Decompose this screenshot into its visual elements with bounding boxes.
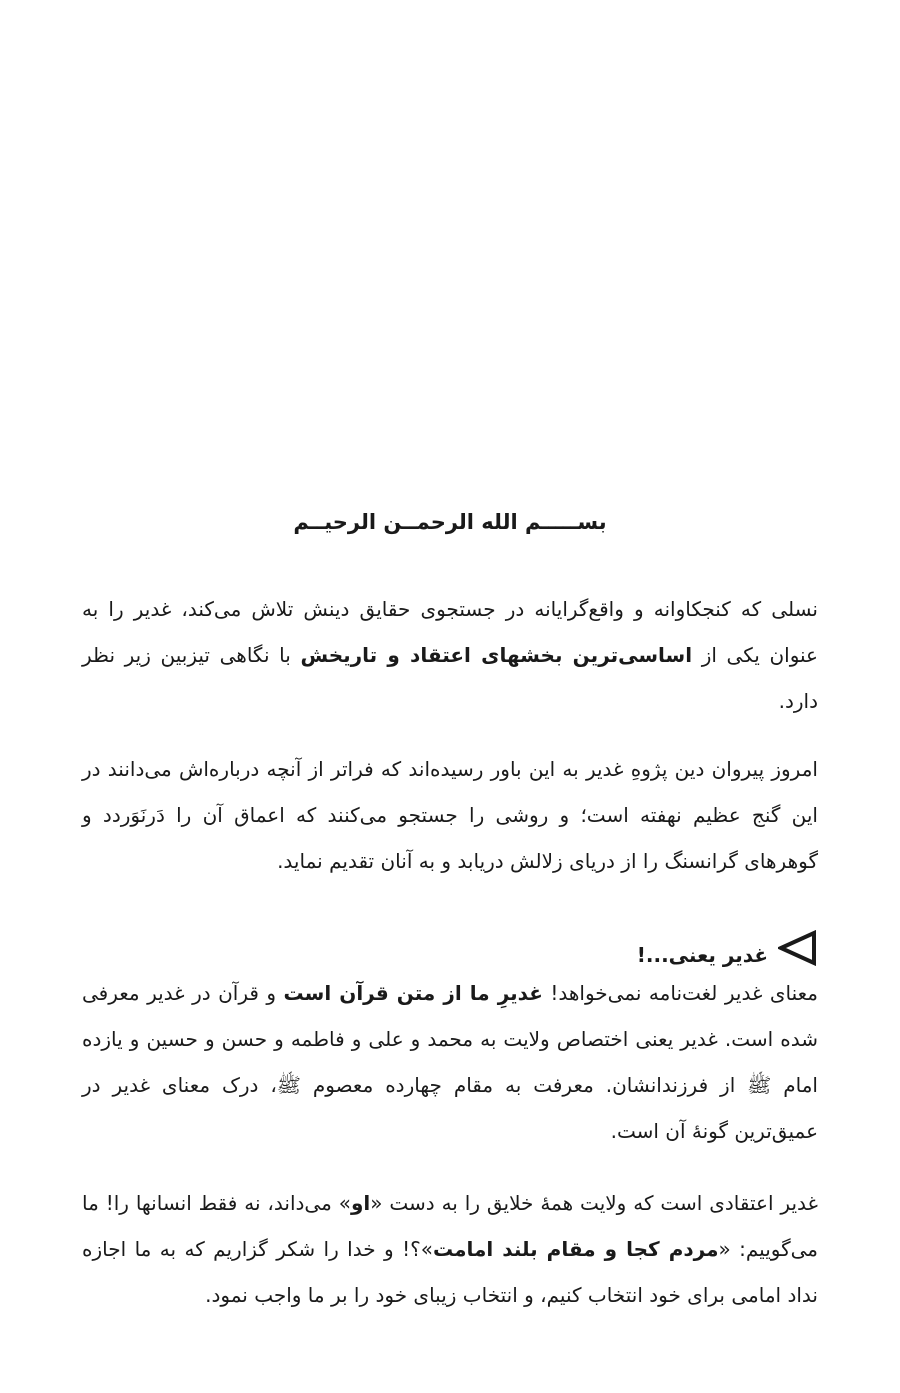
section-heading-text: غدیر یعنی...! [636,942,768,967]
paragraph-text: معنای غدیر لغت‌نامه نمی‌خواهد! [542,981,818,1005]
paragraph-text: و قرآن در غدیر معرفی شده است. غدیر یعنی اختصاص ولایت به محمد و علی و فاطمه و حسن و حسین و یازده امام ﷺ از فرزندانشان. معرفت به مقام چهارده معصوم ﷺ، درک معنای غدیر در عمیق‌ترین گونهٔ آن است. [82,981,818,1143]
paragraph-bold-text: او [350,1191,371,1215]
paragraph-belief [82,1180,818,1318]
paragraph-text: غدیر اعتقادی است که ولایت همهٔ خلایق را به دست « [370,1191,818,1215]
basmala-heading: بســـــم الله الرحمــن الرحيــم [293,510,607,534]
paragraph-text: نسلی که کنجکاوانه و واقع‌گرایانه در جستجوی حقایق دینش تلاش می‌کند، غدیر را به عنوان یکی از [82,597,818,667]
paragraph-bold-text: مردم کجا و مقام بلند امامت [432,1237,719,1261]
paragraph-bold-text: غدیرِ ما از متن قرآن است [283,981,543,1005]
paragraph-researchers: امروز پیروان دین پژوهِ غدیر به این باور رسیده‌اند که فراتر از آنچه درباره‌اش می‌دانند در این گنج عظیم نهفته است؛ و روشی را جستجو می‌کنند که اعماق آن را دَرنَوَردد و گوهرهای گرانسنگ را از دریای زلالش دریابد و به آنان تقدیم نماید. [82,757,818,873]
paragraph-intro [82,586,818,724]
paragraph-text: » می‌داند، نه فقط انسانها را! ما می‌گوییم: « [82,1191,818,1261]
paragraph-bold-text: اساسی‌ترین بخشهای اعتقاد و تاریخش [300,643,693,667]
paragraph-text: با نگاهی تیزبین زیر نظر دارد. [82,643,818,713]
paragraph-text: »؟! و خدا را شکر گزاریم که به ما اجازه نداد امامی برای خود انتخاب کنیم، و انتخاب زیبای خود را بر ما واجب نمود. [82,1237,818,1307]
paragraph-meaning [82,970,818,1154]
